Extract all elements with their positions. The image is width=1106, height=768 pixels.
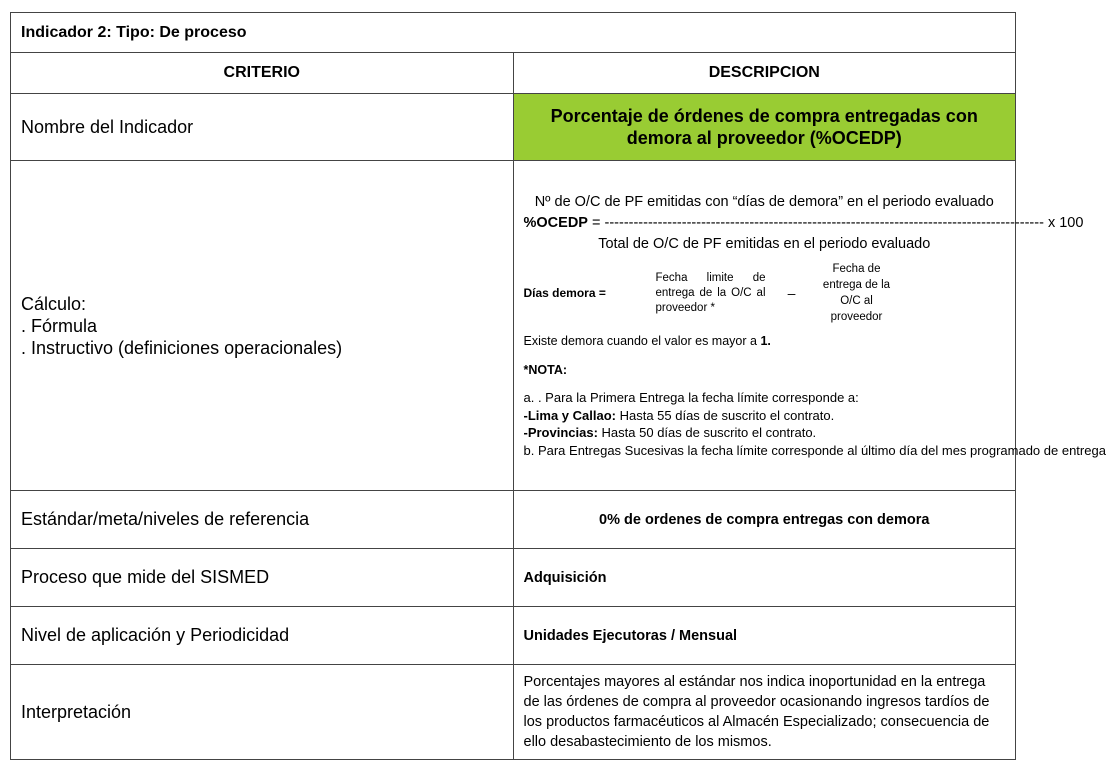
nota-lima	[524, 407, 1006, 425]
formula-dashes: -------------------------------------------------------------------------------------------	[604, 215, 1044, 231]
proceso-label: Proceso que mide del SISMED	[11, 549, 514, 607]
estandar-value: 0% de ordenes de compra entregas con demora	[513, 491, 1016, 549]
nota-a: a. . Para la Primera Entrega la fecha límite corresponde a:	[523, 390, 859, 405]
formula-line	[523, 213, 1084, 234]
proceso-value: Adquisición	[513, 549, 1016, 607]
fecha-entrega: Fecha de entrega de la O/C al proveedor	[822, 263, 891, 323]
row-nombre	[11, 94, 1016, 161]
column-header-row	[11, 53, 1016, 94]
lima-label: -Lima y Callao:	[523, 407, 616, 423]
row-calculo	[11, 161, 1016, 491]
fecha-limite: Fecha limite de entrega de la O/C al proveedor *	[655, 271, 766, 314]
calculo-label	[11, 161, 514, 491]
calculo-label-3: . Instructivo (definiciones operacionales)	[21, 337, 343, 358]
formula-denominator: Total de O/C de PF emitidas en el periodo evaluado	[598, 236, 931, 252]
column-descripcion: DESCRIPCION	[513, 53, 1016, 94]
header-row	[11, 13, 1016, 53]
formula-eq: =	[592, 215, 601, 231]
nombre-label: Nombre del Indicador	[11, 94, 514, 161]
nivel-label: Nivel de aplicación y Periodicidad	[11, 607, 514, 665]
indicator-table	[10, 12, 1106, 760]
nota-b: b. Para Entregas Sucesivas la fecha límite corresponde al último día del mes programado de entrega	[523, 442, 1106, 458]
interpretacion-value: Porcentajes mayores al estándar nos indica inoportunidad en la entrega de las órdenes de compra al proveedor ocasionando ingresos tardíos de los productos farmacéuticos al Almacén Especializado; consecuencia de ello desabastecimiento de los mismos.	[513, 665, 1016, 760]
nota-label: *NOTA:	[523, 363, 568, 377]
formula	[523, 192, 1084, 255]
demora-note	[524, 333, 1006, 350]
formula-mult: x 100	[1047, 215, 1084, 231]
formula-numerator: Nº de O/C de PF emitidas con “días de demora” en el periodo evaluado	[534, 194, 994, 210]
dias-demora	[524, 261, 1006, 325]
lima-text: Hasta 55 días de suscrito el contrato.	[619, 407, 835, 423]
dias-label: Días demora =	[523, 286, 606, 300]
formula-lhs: %OCEDP	[523, 215, 588, 231]
minus-sign: –	[787, 285, 796, 301]
row-proceso	[11, 549, 1016, 607]
prov-label: -Provincias:	[523, 425, 598, 440]
nombre-value: Porcentaje de órdenes de compra entregadas con demora al proveedor (%OCEDP)	[513, 94, 1016, 161]
calculo-description	[513, 161, 1106, 491]
interpretacion-label: Interpretación	[11, 665, 514, 760]
indicator-title: Indicador 2: Tipo: De proceso	[11, 13, 1016, 53]
column-criterio: CRITERIO	[11, 53, 514, 94]
calculo-label-1: Cálculo:	[21, 293, 87, 314]
row-nivel	[11, 607, 1016, 665]
prov-text: Hasta 50 días de suscrito el contrato.	[601, 425, 817, 440]
row-interpretacion	[11, 665, 1016, 760]
demora-text: Existe demora cuando el valor es mayor a	[523, 334, 757, 348]
demora-value: 1.	[760, 334, 771, 348]
calculo-label-2: . Fórmula	[21, 315, 98, 336]
nota-provincias	[524, 424, 1006, 442]
row-estandar	[11, 491, 1016, 549]
nivel-value: Unidades Ejecutoras / Mensual	[513, 607, 1016, 665]
estandar-label: Estándar/meta/niveles de referencia	[11, 491, 514, 549]
